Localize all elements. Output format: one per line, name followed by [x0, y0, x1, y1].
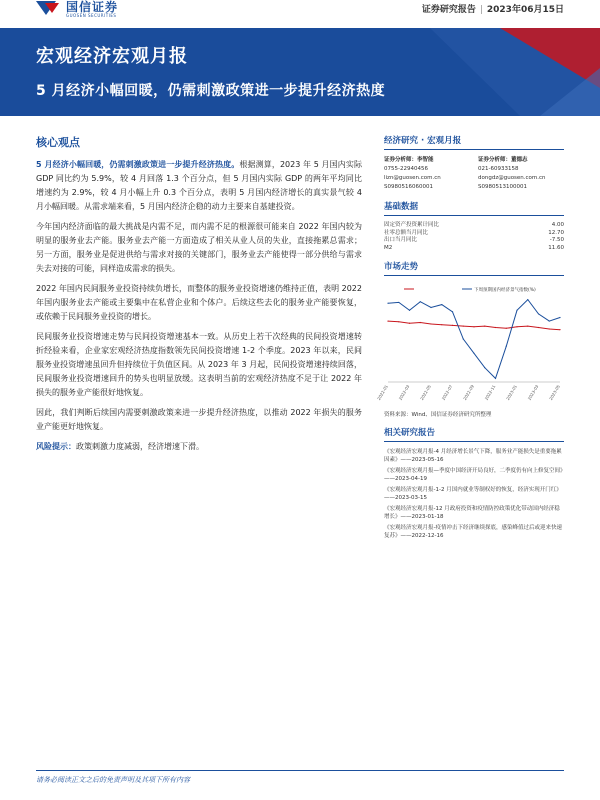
analyst-card [384, 156, 470, 192]
analyst-role: 证券分析师：李智能 [384, 157, 434, 163]
data-point [538, 327, 539, 328]
title-banner [0, 28, 600, 116]
x-tick-label: 2022-03 [397, 384, 411, 401]
data-point [441, 304, 442, 305]
guosen-logo [36, 0, 118, 18]
analyst-phone: 0755-22940456 [384, 166, 428, 172]
data-value: 11.60 [548, 244, 564, 251]
x-tick-label: 2022-09 [462, 384, 475, 401]
x-tick-label: 2023-01 [505, 384, 518, 401]
x-tick-label: 2022-05 [419, 384, 432, 401]
data-label: 固定资产投资累计同比 [384, 222, 440, 228]
related-report-date: ——2023-05-16 [400, 457, 444, 463]
data-value: 12.70 [548, 229, 564, 236]
x-tick-label: 2023-05 [548, 384, 561, 401]
data-point [430, 307, 431, 308]
data-point [420, 301, 421, 302]
analyst-license: S0980513100001 [478, 184, 527, 190]
paragraph-1-body: 根据测算，2023 年 5 月国内实际 GDP 同比约为 5.9%，较 4 月回落 1.3 个百分点，但 5 月国内实际 GDP 的两年平均同比增速约为 2.9%，较 4 月小幅上升 0.3 个百分点，表明 5 月国内经济增长的真实景气较 4 月小幅回暖。从需求端来看，5 月国内经济企稳的动力主要来自基建投资。 [36, 160, 362, 211]
data-label: 社零总额当月同比 [384, 229, 429, 236]
data-label: M2 [384, 244, 393, 251]
data-point [527, 326, 528, 327]
data-point [473, 326, 474, 327]
related-report-title[interactable]: 《宏观经济宏观月报—季度中国经济开局良好，二季度仍有向上修复空间》 [384, 468, 566, 474]
x-tick-label: 2022-11 [483, 384, 497, 401]
data-point [398, 302, 399, 303]
data-point [420, 322, 421, 323]
table-row [384, 245, 564, 253]
footer-disclaimer: 请务必阅读正文之后的免责声明及其项下所有内容 [36, 776, 190, 784]
analyst-card [478, 156, 564, 192]
data-point [495, 327, 496, 328]
market-trend-chart [376, 282, 564, 404]
data-point [506, 346, 507, 347]
paragraph-2: 今年国内经济面临的最大挑战是内需不足，而内需不足的根源很可能来自 2022 年国内较为明显的服务业去产能。服务业去产能一方面造成了相关从业人员的失业，直接拖累总需求；另一方面，服务业是促进供给与需求对接的关键部门，服务业去产能使得一部分供给与需求失去对接的可能，同样造成需求的损失。 [36, 222, 362, 273]
paragraph-4: 民间服务业投资增速走势与民间投资增速基本一致。从历史上若干次经典的民间投资增速转折经验来看，企业家宏观经济热度指数领先民间投资增速 1-2 个季度。2023 年以来，民间服务业投资增速虽回升但持续位于负值区间。从 2023 年 3 月起，民间投资增速持续回落，民间服务业投资增速回升的势头也明显放缓。这表明当前的宏观经济热度不足于让 2022 年损失的服务业产能很好地恢复。 [36, 332, 362, 397]
data-point [559, 329, 560, 330]
footer-divider [36, 770, 564, 771]
sidebar-category: 经济研究 · 宏观月报 [384, 134, 564, 150]
data-value: -7.50 [549, 237, 564, 243]
related-report-title[interactable]: 《宏观经济宏观月报-12 月政府投资和疫情防控政策优化带动国内经济稳增长》 [384, 506, 560, 520]
data-point [473, 353, 474, 354]
data-point [495, 378, 496, 379]
related-report-date: ——2023-01-18 [400, 514, 444, 520]
analyst-email[interactable]: lizn@guosen.com.cn [384, 175, 441, 181]
related-report-title[interactable]: 《宏观经济宏观月报-1-2 月国内就业等制权好的恢复，经济实现开门红》 [384, 487, 562, 493]
logo-name-cn: 国信证券 [66, 0, 119, 14]
data-point [398, 321, 399, 322]
paragraph-3: 2022 年国内民间服务业投资持续负增长，而整体的服务业投资增速仍维持正值，表明 2022 年国内服务业去产能或主要集中在私营企业和个体户。后续这些去化的服务业产能要恢复，或依赖于民间服务业投资的增长。 [36, 284, 362, 321]
data-point [549, 328, 550, 329]
report-type: 证券研究报告 [421, 5, 476, 15]
data-point [484, 326, 485, 327]
data-point [484, 367, 485, 368]
legend-label: 下周预期国内经济景气指数(%) [474, 288, 536, 293]
report-date: 2023年06月15日 [486, 5, 564, 15]
data-point [441, 324, 442, 325]
related-report[interactable] [384, 524, 564, 540]
data-point [549, 320, 550, 321]
related-report[interactable] [384, 448, 564, 464]
analyst-role: 证券分析师：董德志 [478, 157, 528, 163]
data-point [452, 311, 453, 312]
report-subtitle: 5 月经济小幅回暖，仍需刺激政策进一步提升经济热度 [36, 83, 386, 99]
table-row [384, 230, 564, 238]
related-report-title[interactable]: 《宏观经济宏观月报-4 月经济增长景气下降，服务业产能损失是重要拖累因素》 [384, 449, 562, 463]
related-report[interactable] [384, 467, 564, 483]
chart-source: 资料来源：Wind、国信证券经济研究所整理 [384, 412, 492, 418]
risk-label: 风险提示： [36, 442, 76, 451]
table-row [384, 237, 564, 245]
data-point [559, 317, 560, 318]
data-point [516, 310, 517, 311]
paragraph-1 [36, 158, 362, 214]
related-report[interactable] [384, 486, 564, 502]
paragraph-5: 因此，我们判断后续国内需要刺激政策来进一步提升经济热度，以推动 2022 年损失的服务业产能更好地恢复。 [36, 408, 362, 431]
series-line-1 [388, 300, 560, 379]
related-report-title[interactable]: 《宏观经济宏观月报-疫情冲击下经济继续探底，感染峰值过后或迎来快速复苏》 [384, 525, 562, 539]
data-point [409, 310, 410, 311]
related-report-date: ——2023-04-19 [384, 476, 427, 482]
related-reports-heading: 相关研究报告 [384, 426, 564, 442]
report-meta: 证券研究报告 | 2023年06月15日 [421, 5, 564, 15]
data-point [452, 325, 453, 326]
data-point [387, 320, 388, 321]
analyst-phone: 021-60933158 [478, 166, 519, 172]
data-point [387, 303, 388, 304]
data-point [538, 313, 539, 314]
x-tick-label: 2023-03 [526, 384, 540, 401]
data-point [463, 338, 464, 339]
paragraph-1-highlight: 5 月经济小幅回暖，仍需刺激政策进一步提升经济热度。 [36, 160, 240, 169]
table-row [384, 222, 564, 230]
report-title: 宏观经济宏观月报 [36, 46, 188, 67]
logo-name-en: GUOSEN SECURITIES [66, 12, 117, 18]
analyst-email[interactable]: dongdz@guosen.com.cn [478, 175, 546, 181]
core-views-section [36, 134, 362, 460]
x-tick-label: 2022-01 [376, 384, 389, 401]
data-point [430, 323, 431, 324]
data-point [516, 326, 517, 327]
data-point [506, 328, 507, 329]
x-tick-label: 2022-07 [440, 384, 454, 401]
logo-mark-icon [36, 1, 62, 17]
related-report-date: ——2023-03-15 [384, 495, 427, 501]
basic-data-heading: 基础数据 [384, 200, 564, 216]
risk-warning [36, 440, 362, 454]
related-report-date: ——2022-12-16 [400, 533, 444, 539]
analysts-block [384, 156, 564, 192]
analyst-license: S0980516060001 [384, 184, 433, 190]
risk-text: 政策刺激力度减弱，经济增速下滑。 [76, 442, 204, 451]
data-label: 出口当月同比 [384, 237, 418, 243]
core-views-heading: 核心观点 [36, 136, 80, 149]
basic-data-table [384, 222, 564, 252]
related-report[interactable] [384, 505, 564, 521]
data-point [409, 323, 410, 324]
sidebar [376, 134, 566, 543]
market-trend-heading: 市场走势 [384, 260, 564, 276]
series-line-0 [388, 321, 560, 330]
data-point [527, 299, 528, 300]
data-value: 4.00 [551, 222, 564, 228]
data-point [463, 326, 464, 327]
